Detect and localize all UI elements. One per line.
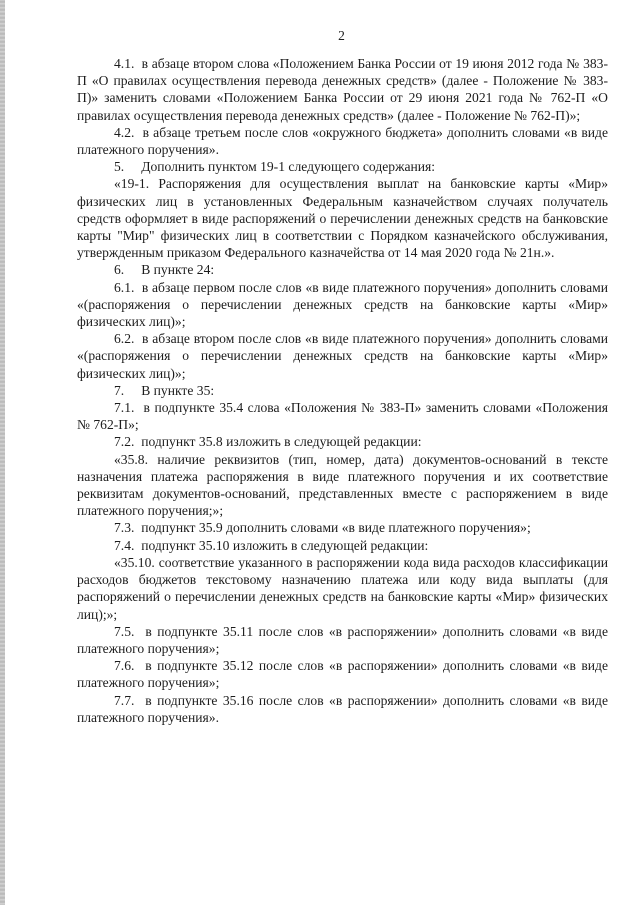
paragraph-4-1: 4.1. в абзаце втором слова «Положением Банка России от 19 июня 2012 года № 383-П «О правилах осуществления перевода денежных средств» (далее - Положение № 383-П)» заменить словами «Положением Банка России от 29 июня 2021 года № 762-П «О правилах осуществления перевода денежных средств» (далее - Положение № 762-П)»; xyxy=(77,56,608,123)
paragraph-4-2: 4.2. в абзаце третьем после слов «окружного бюджета» дополнить словами «в виде платежного поручения». xyxy=(77,124,608,158)
paragraph-6: 6. В пункте 24: xyxy=(114,262,215,278)
paragraph-7: 7. В пункте 35: xyxy=(114,382,215,398)
scan-left-edge xyxy=(0,0,5,905)
paragraph-7-7: 7.7. в подпункте 35.16 после слов «в распоряжении» дополнить словами «в виде платежного поручения». xyxy=(77,692,608,725)
paragraph-19-1: «19-1. Распоряжения для осуществления выплат на банковские карты «Мир» физических лиц в установленных Федеральным казначейством случаях получатель средств оформляет в виде распоряжений о перечислении денежных средств на банковские карты "Мир" физических лиц в соответствии с Порядком казначейского обслуживания, утвержденным приказом Федерального казначейства от 14 мая 2020 года № 21н.». xyxy=(77,176,608,261)
paragraph-7-3: 7.3. подпункт 35.9 дополнить словами «в виде платежного поручения»; xyxy=(114,520,531,536)
paragraph-6-1: 6.1. в абзаце первом после слов «в виде платежного поручения» дополнить словами «(распоряжения о перечислении денежных средств на банковские карты «Мир» физических лиц)»; xyxy=(77,279,608,330)
paragraph-35-8: «35.8. наличие реквизитов (тип, номер, дата) документов-оснований в тексте назначения платежа распоряжения в виде платежного поручения и их соответствие реквизитам документов-оснований, представленных вместе с распоряжением в виде платежного поручения;»; xyxy=(77,451,608,519)
paragraph-7-5: 7.5. в подпункте 35.11 после слов «в распоряжении» дополнить словами «в виде платежного поручения»; xyxy=(77,623,608,656)
paragraph-35-10: «35.10. соответствие указанного в распоряжении кода вида расходов классификации расходов бюджетов текстовому назначению платежа или коду вида выплаты (для распоряжений о перечислении денежных средств на банковские карты «Мир» физических лиц);»; xyxy=(77,554,608,622)
document-body xyxy=(77,55,608,726)
paragraph-7-1: 7.1. в подпункте 35.4 слова «Положения № 383-П» заменить словами «Положения № 762-П»; xyxy=(77,400,608,433)
paragraph-7-2: 7.2. подпункт 35.8 изложить в следующей редакции: xyxy=(114,434,422,450)
paragraph-7-6: 7.6. в подпункте 35.12 после слов «в распоряжении» дополнить словами «в виде платежного поручения»; xyxy=(77,658,608,691)
paragraph-5: 5. Дополнить пунктом 19-1 следующего содержания: xyxy=(114,159,436,175)
page-number: 2 xyxy=(338,28,345,43)
paragraph-7-4: 7.4. подпункт 35.10 изложить в следующей редакции: xyxy=(114,537,429,553)
paragraph-6-2: 6.2. в абзаце втором после слов «в виде платежного поручения» дополнить словами «(распоряжения о перечислении денежных средств на банковские карты «Мир» физических лиц)»; xyxy=(77,331,608,381)
